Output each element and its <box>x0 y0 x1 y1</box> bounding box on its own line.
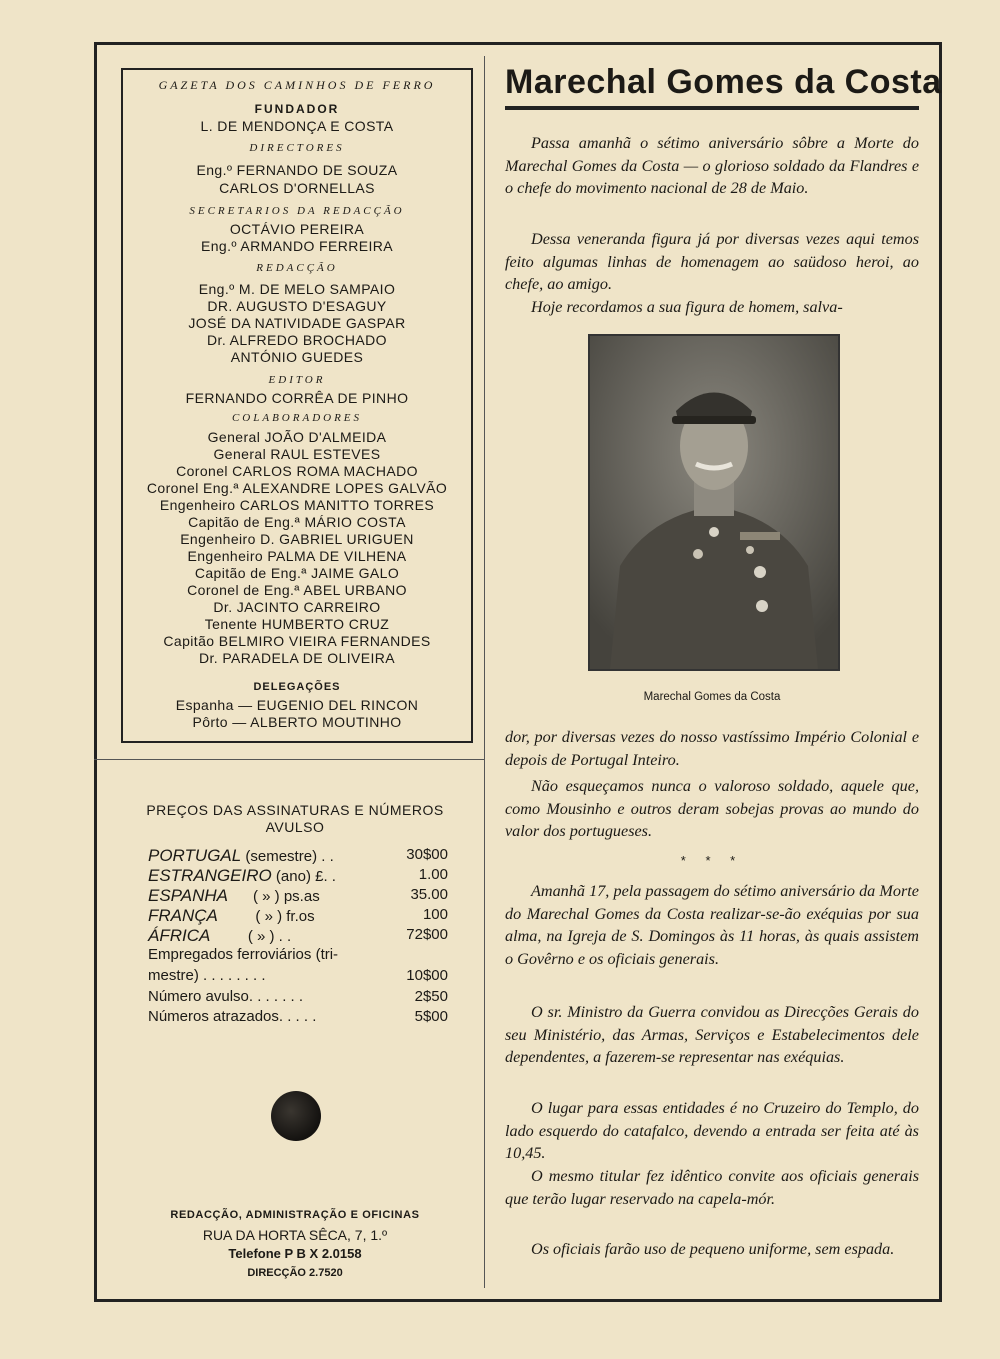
price-label: ESPANHA ( » ) ps.as <box>148 886 320 905</box>
delegation-line: Pôrto — ALBERTO MOUTINHO <box>192 714 402 730</box>
price-label: ESTRANGEIRO (ano) £. . <box>148 866 336 885</box>
price-value: 5$00 <box>414 1008 448 1025</box>
price-label: PORTUGAL (semestre) . . <box>148 846 334 865</box>
founder-role: FUNDADOR <box>254 102 340 116</box>
footer-direction: DIRECÇÃO 2.7520 <box>247 1267 343 1279</box>
price-value: 35.00 <box>410 886 448 903</box>
price-label: FRANÇA ( » ) fr.os <box>148 906 315 925</box>
article-paragraph: Amanhã 17, pela passagem do sétimo aniversário da Morte do Marechal Gomes da Costa realizar-se-ão exéquias por sua alma, na Igreja de S. Domingos às 11 horas, às quais assistem o Govêrno e os oficiais generais. <box>505 882 919 968</box>
delegation-line: Espanha — EUGENIO DEL RINCON <box>175 697 419 713</box>
price-value: 100 <box>422 906 448 923</box>
article-title: Marechal Gomes da Costa <box>505 63 942 101</box>
article-paragraph: O sr. Ministro da Guerra convidou as Direcções Gerais do seu Ministério, das Armas, Serviços e Estabelecimentos dele dependentes, a fazerem-se representar nas exéquias. <box>505 1003 919 1066</box>
footer-address: RUA DA HORTA SÊCA, 7, 1.º <box>202 1227 388 1243</box>
secretary-name: OCTÁVIO PEREIRA <box>229 221 365 237</box>
article-paragraph: O lugar para essas entidades é no Cruzeiro do Templo, do lado esquerdo do catafalco, devendo a entrada ser feita até às 10,45. <box>505 1099 919 1162</box>
editorial-name: Dr. ALFREDO BROCHADO <box>207 332 387 348</box>
contributor-name: Coronel de Eng.ª ABEL URBANO <box>187 582 407 598</box>
contributor-name: Capitão de Eng.ª MÁRIO COSTA <box>188 514 406 530</box>
prices-title: PREÇOS DAS ASSINATURAS E NÚMEROS <box>146 802 444 818</box>
price-value: 30$00 <box>406 846 448 863</box>
contributor-name: General RAUL ESTEVES <box>213 446 381 462</box>
price-value: 10$00 <box>406 967 448 984</box>
contributor-name: Coronel CARLOS ROMA MACHADO <box>176 463 418 479</box>
article-paragraph: O mesmo titular fez idêntico convite aos oficiais generais que terão lugar reservado na capela-mór. <box>505 1167 919 1208</box>
contributor-name: Coronel Eng.ª ALEXANDRE LOPES GALVÃO <box>146 480 448 496</box>
editorial-name: JOSÉ DA NATIVIDADE GASPAR <box>188 315 406 331</box>
contributor-name: Dr. PARADELA DE OLIVEIRA <box>198 650 396 666</box>
contributors-role: COLABORADORES <box>231 412 363 424</box>
article-paragraph: Passa amanhã o sétimo aniversário sôbre a Morte do Marechal Gomes da Costa — o glorioso soldado da Flandres e o chefe do movimento nacional de 28 de Maio. <box>505 134 919 197</box>
article-paragraph: Dessa veneranda figura já por diversas vezes aqui temos feito algumas linhas de homenagem ao saüdoso heroi, ao chefe, ao amigo. <box>505 230 919 293</box>
price-value: 1.00 <box>418 866 448 883</box>
prices-title-line2: AVULSO <box>265 819 325 835</box>
portrait-image <box>590 336 838 669</box>
founder-name: L. DE MENDONÇA E COSTA <box>200 118 394 134</box>
contributor-name: Capitão BELMIRO VIEIRA FERNANDES <box>163 633 431 649</box>
editorial-name: DR. AUGUSTO D'ESAGUY <box>207 298 387 314</box>
price-value: 2$50 <box>414 988 448 1005</box>
contributor-name: General JOÃO D'ALMEIDA <box>207 429 387 445</box>
contributor-name: Tenente HUMBERTO CRUZ <box>204 616 390 632</box>
contributor-name: Engenheiro CARLOS MANITTO TORRES <box>159 497 435 513</box>
contributor-name: Capitão de Eng.ª JAIME GALO <box>194 565 400 581</box>
title-rule <box>505 106 919 110</box>
article-paragraph: Não esqueçamos nunca o valoroso soldado, aquele que, como Mousinho e outros deram sobejas provas ao mundo do valor dos portugueses. <box>505 777 919 840</box>
editor-role: EDITOR <box>268 374 326 386</box>
editorial-name: ANTÓNIO GUEDES <box>230 349 364 365</box>
article-paragraph: Hoje recordamos a sua figura de homem, salva- <box>531 298 843 316</box>
contributor-name: Engenheiro PALMA DE VILHENA <box>187 548 407 564</box>
secretaries-role: SECRETARIOS DA REDACÇÃO <box>189 205 405 217</box>
price-label: Empregados ferroviários (tri- <box>148 946 339 963</box>
masthead <box>121 68 473 743</box>
publication-name: GAZETA DOS CAMINHOS DE FERRO <box>158 78 436 92</box>
directors-role: DIRECTORES <box>249 142 345 154</box>
footer-office: REDACÇÃO, ADMINISTRAÇÃO E OFICINAS <box>170 1209 420 1221</box>
price-label: ÁFRICA ( » ) . . <box>148 926 292 945</box>
contributor-name: Engenheiro D. GABRIEL URIGUEN <box>180 531 414 547</box>
price-label: mestre) . . . . . . . . <box>148 967 266 984</box>
secretary-name: Eng.º ARMANDO FERREIRA <box>200 238 394 254</box>
editor-name: FERNANDO CORRÊA DE PINHO <box>185 390 409 406</box>
price-value: 72$00 <box>406 926 448 943</box>
director-name: CARLOS D'ORNELLAS <box>219 180 375 196</box>
section-stars: * * * <box>680 853 744 868</box>
column-divider <box>484 56 485 1288</box>
price-label: Número avulso. . . . . . . <box>148 988 304 1005</box>
price-label: Números atrazados. . . . . <box>148 1008 317 1025</box>
editorial-name: Eng.º M. DE MELO SAMPAIO <box>198 281 396 297</box>
contributor-name: Dr. JACINTO CARREIRO <box>213 599 381 615</box>
delegations-role: DELEGAÇÕES <box>253 681 341 693</box>
article-paragraph: dor, por diversas vezes do nosso vastíssimo Império Colonial e depois de Portugal Inteiro. <box>505 728 919 769</box>
editorial-role: REDACÇÃO <box>256 262 338 274</box>
portrait-photo <box>588 334 840 671</box>
photo-caption: Marechal Gomes da Costa <box>643 691 781 703</box>
publisher-seal-icon <box>271 1091 321 1141</box>
director-name: Eng.º FERNANDO DE SOUZA <box>196 162 398 178</box>
footer-telephone: Telefone P B X 2.0158 <box>228 1246 362 1261</box>
section-divider <box>94 759 484 760</box>
article-paragraph: Os oficiais farão uso de pequeno uniforme, sem espada. <box>531 1240 895 1258</box>
